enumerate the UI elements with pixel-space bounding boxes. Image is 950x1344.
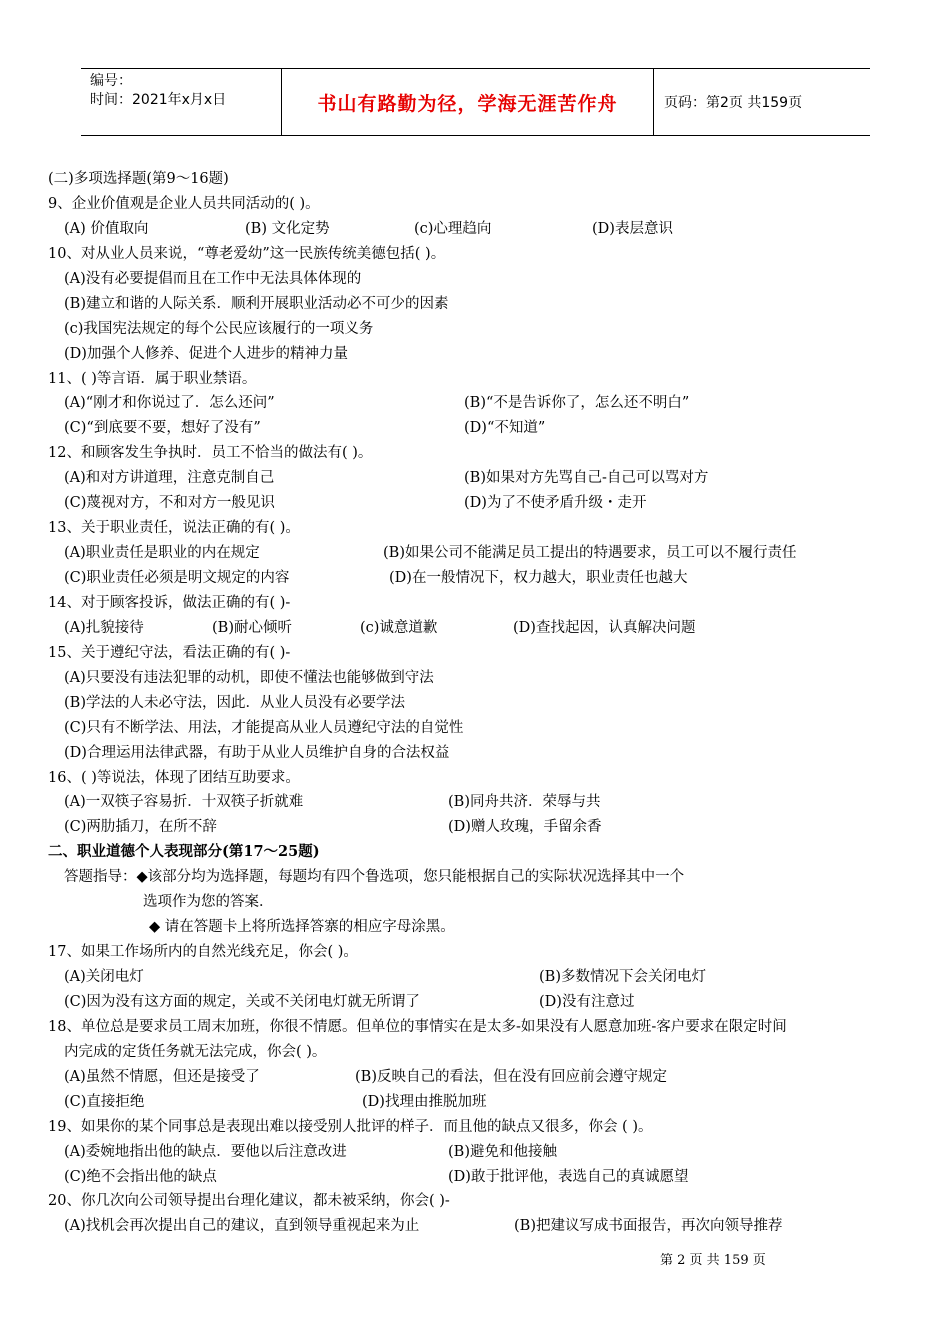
options-19a [46, 1140, 916, 1165]
option: (C)职业责任必须是明文规定的内容 [64, 570, 290, 586]
option: (A)“刚才和你说过了．怎么还问” [64, 395, 275, 412]
doc-time-label: 时间：2021年x月x日 [90, 92, 227, 108]
option: (A)委婉地指出他的缺点．要他以后注意改进 [64, 1143, 347, 1160]
header-meta [81, 69, 282, 135]
option: (D)赠人玫瑰，手留余香 [448, 819, 602, 836]
option: (B)如果对方先骂自己-自己可以骂对方 [464, 470, 709, 487]
section-two-title: 二、职业道德个人表现部分(第17～25题) [48, 843, 320, 861]
option: (D)为了不使矛盾升级・走开 [464, 495, 647, 512]
options-16b [46, 815, 916, 840]
instructions-2: 选项作为您的答案． [143, 894, 274, 911]
option: (C)“到底要不要，想好了没有” [64, 420, 261, 437]
option: (B) 文化定势 [245, 220, 330, 237]
option: (D)没有注意过 [539, 993, 635, 1010]
section-title: (二)多项选择题(第9～16题) [48, 171, 229, 187]
option: (c)我国宪法规定的每个公民应该履行的一项义务 [64, 320, 374, 337]
option: (A)没有必要提倡而且在工作中无法具体体现的 [64, 270, 362, 287]
header-motto-cell [282, 69, 654, 135]
instructions-3: ◆ 请在答题卡上将所选择答寨的相应字母涂黑。 [149, 919, 455, 936]
option: (B)同舟共济．荣辱与共 [448, 794, 601, 811]
option: (A)只要没有违法犯罪的动机，即使不懂法也能够做到守法 [64, 669, 434, 686]
question-13: 13、关于职业责任，说法正确的有( )。 [48, 520, 300, 537]
options-12b [46, 491, 916, 516]
question-14: 14、对于顾客投诉，做法正确的有( )- [48, 594, 291, 611]
option: (B)学法的人未必守法，因此．从业人员没有必要学法 [64, 694, 405, 711]
option: (A)关闭电灯 [64, 969, 144, 985]
question-9: 9、企业价值观是企业人员共同活动的( )。 [48, 195, 320, 212]
option: (D)在一般情况下，权力越大，职业责任也越大 [389, 570, 688, 586]
option: (D)加强个人修养、促进个人进步的精神力量 [64, 345, 348, 362]
options-17a [46, 965, 916, 990]
option: (B)反映自己的看法，但在没有回应前会遵守规定 [355, 1068, 667, 1085]
options-12a [46, 466, 916, 491]
question-10: 10、对从业人员来说，“尊老爱幼”这一民族传统美德包括( )。 [48, 245, 446, 262]
option: (B)“不是告诉你了，怎么还不明白” [464, 395, 690, 412]
option: (C)因为没有这方面的规定，关或不关闭电灯就无所谓了 [64, 993, 420, 1010]
option: (B)把建议写成书面报告，再次向领导推荐 [514, 1218, 783, 1235]
option: (D)“不知道” [464, 420, 546, 437]
options-16a [46, 790, 916, 815]
option: (A) 价值取向 [64, 220, 149, 237]
option: (A)一双筷子容易折．十双筷子折就难 [64, 794, 304, 811]
header-page-cell [654, 69, 870, 135]
question-20: 20、你几次向公司领导提出台理化建议，都未被采纳，你会( )- [48, 1193, 450, 1210]
option: (A)职业责任是职业的内在规定 [64, 545, 260, 562]
option: (c)诚意道歉 [360, 619, 438, 636]
options-9 [46, 217, 916, 242]
option: (C)只有不断学法、用法，才能提高从业人员遵纪守法的自觉性 [64, 719, 464, 736]
options-17b [46, 990, 916, 1015]
question-18: 18、单位总是要求员工周末加班，你很不情愿。但单位的事情实在是太多-如果没有人愿意加班-客户要求在限定时间 [48, 1018, 787, 1035]
option: (A)扎貌接待 [64, 619, 144, 636]
option: (B)耐心倾听 [212, 619, 292, 636]
options-18b [46, 1090, 916, 1115]
options-11b [46, 416, 916, 441]
question-body [46, 167, 916, 1239]
options-13a [46, 541, 916, 566]
question-16: 16、( )等说法，体现了团结互助要求。 [48, 769, 300, 786]
option: (C)两肋插刀，在所不辞 [64, 819, 217, 836]
option: (C)直接拒绝 [64, 1093, 145, 1110]
option: (D)找理由推脱加班 [362, 1093, 487, 1110]
instructions-1: 答题指导：◆该部分均为选择题，每题均有四个鲁选项，您只能根据自己的实际状况选择其中一个 [64, 869, 685, 886]
option: (c)心理趋向 [414, 220, 492, 237]
question-15: 15、关于遵纪守法，看法正确的有( )- [48, 644, 291, 661]
options-18a [46, 1065, 916, 1090]
option: (C)绝不会指出他的缺点 [64, 1168, 217, 1185]
option: (A)虽然不情愿，但还是接受了 [64, 1068, 260, 1085]
option: (B)建立和谐的人际关系．顺利开展职业活动必不可少的因素 [64, 295, 449, 312]
question-18-cont: 内完成的定货任务就无法完成，你会( )。 [64, 1043, 327, 1060]
header-motto: 书山有路勤为径，学海无涯苦作舟 [317, 92, 618, 115]
question-12: 12、和顾客发生争执时．员工不恰当的做法有( )。 [48, 445, 373, 462]
header-page-label: 页码：第2页 共159页 [664, 95, 803, 111]
question-17: 17、如果工作场所内的自然光线充足，你会( )。 [48, 944, 358, 961]
options-13b [46, 566, 916, 591]
option: (A)和对方讲道理，注意克制自己 [64, 470, 275, 487]
options-11a [46, 391, 916, 416]
option: (D)合理运用法律武器，有助于从业人员维护自身的合法权益 [64, 744, 450, 761]
question-11: 11、( )等言语．属于职业禁语。 [48, 370, 257, 387]
option: (D)敢于批评他，表选自己的真诚愿望 [448, 1168, 689, 1185]
header-table [81, 68, 870, 136]
option: (D)查找起因，认真解决问题 [513, 619, 696, 636]
options-20a [46, 1214, 916, 1239]
option: (D)表层意识 [592, 220, 673, 237]
option: (A)找机会再次提出自己的建议，直到领导重视起来为止 [64, 1218, 420, 1235]
option: (B)避免和他接触 [448, 1143, 557, 1160]
option: (B)如果公司不能满足员工提出的特遇要求，员工可以不履行责任 [383, 545, 797, 562]
question-19: 19、如果你的某个同事总是表现出难以接受别人批评的样子．而且他的缺点又很多，你会 ( )。 [48, 1118, 653, 1135]
options-14 [46, 616, 916, 641]
doc-code-label: 编号： [90, 73, 132, 89]
option: (C)蔑视对方，不和对方一般见识 [64, 495, 275, 512]
option: (B)多数情况下会关闭电灯 [539, 969, 706, 985]
options-19b [46, 1165, 916, 1190]
page-footer: 第 2 页 共 159 页 [660, 1253, 766, 1268]
